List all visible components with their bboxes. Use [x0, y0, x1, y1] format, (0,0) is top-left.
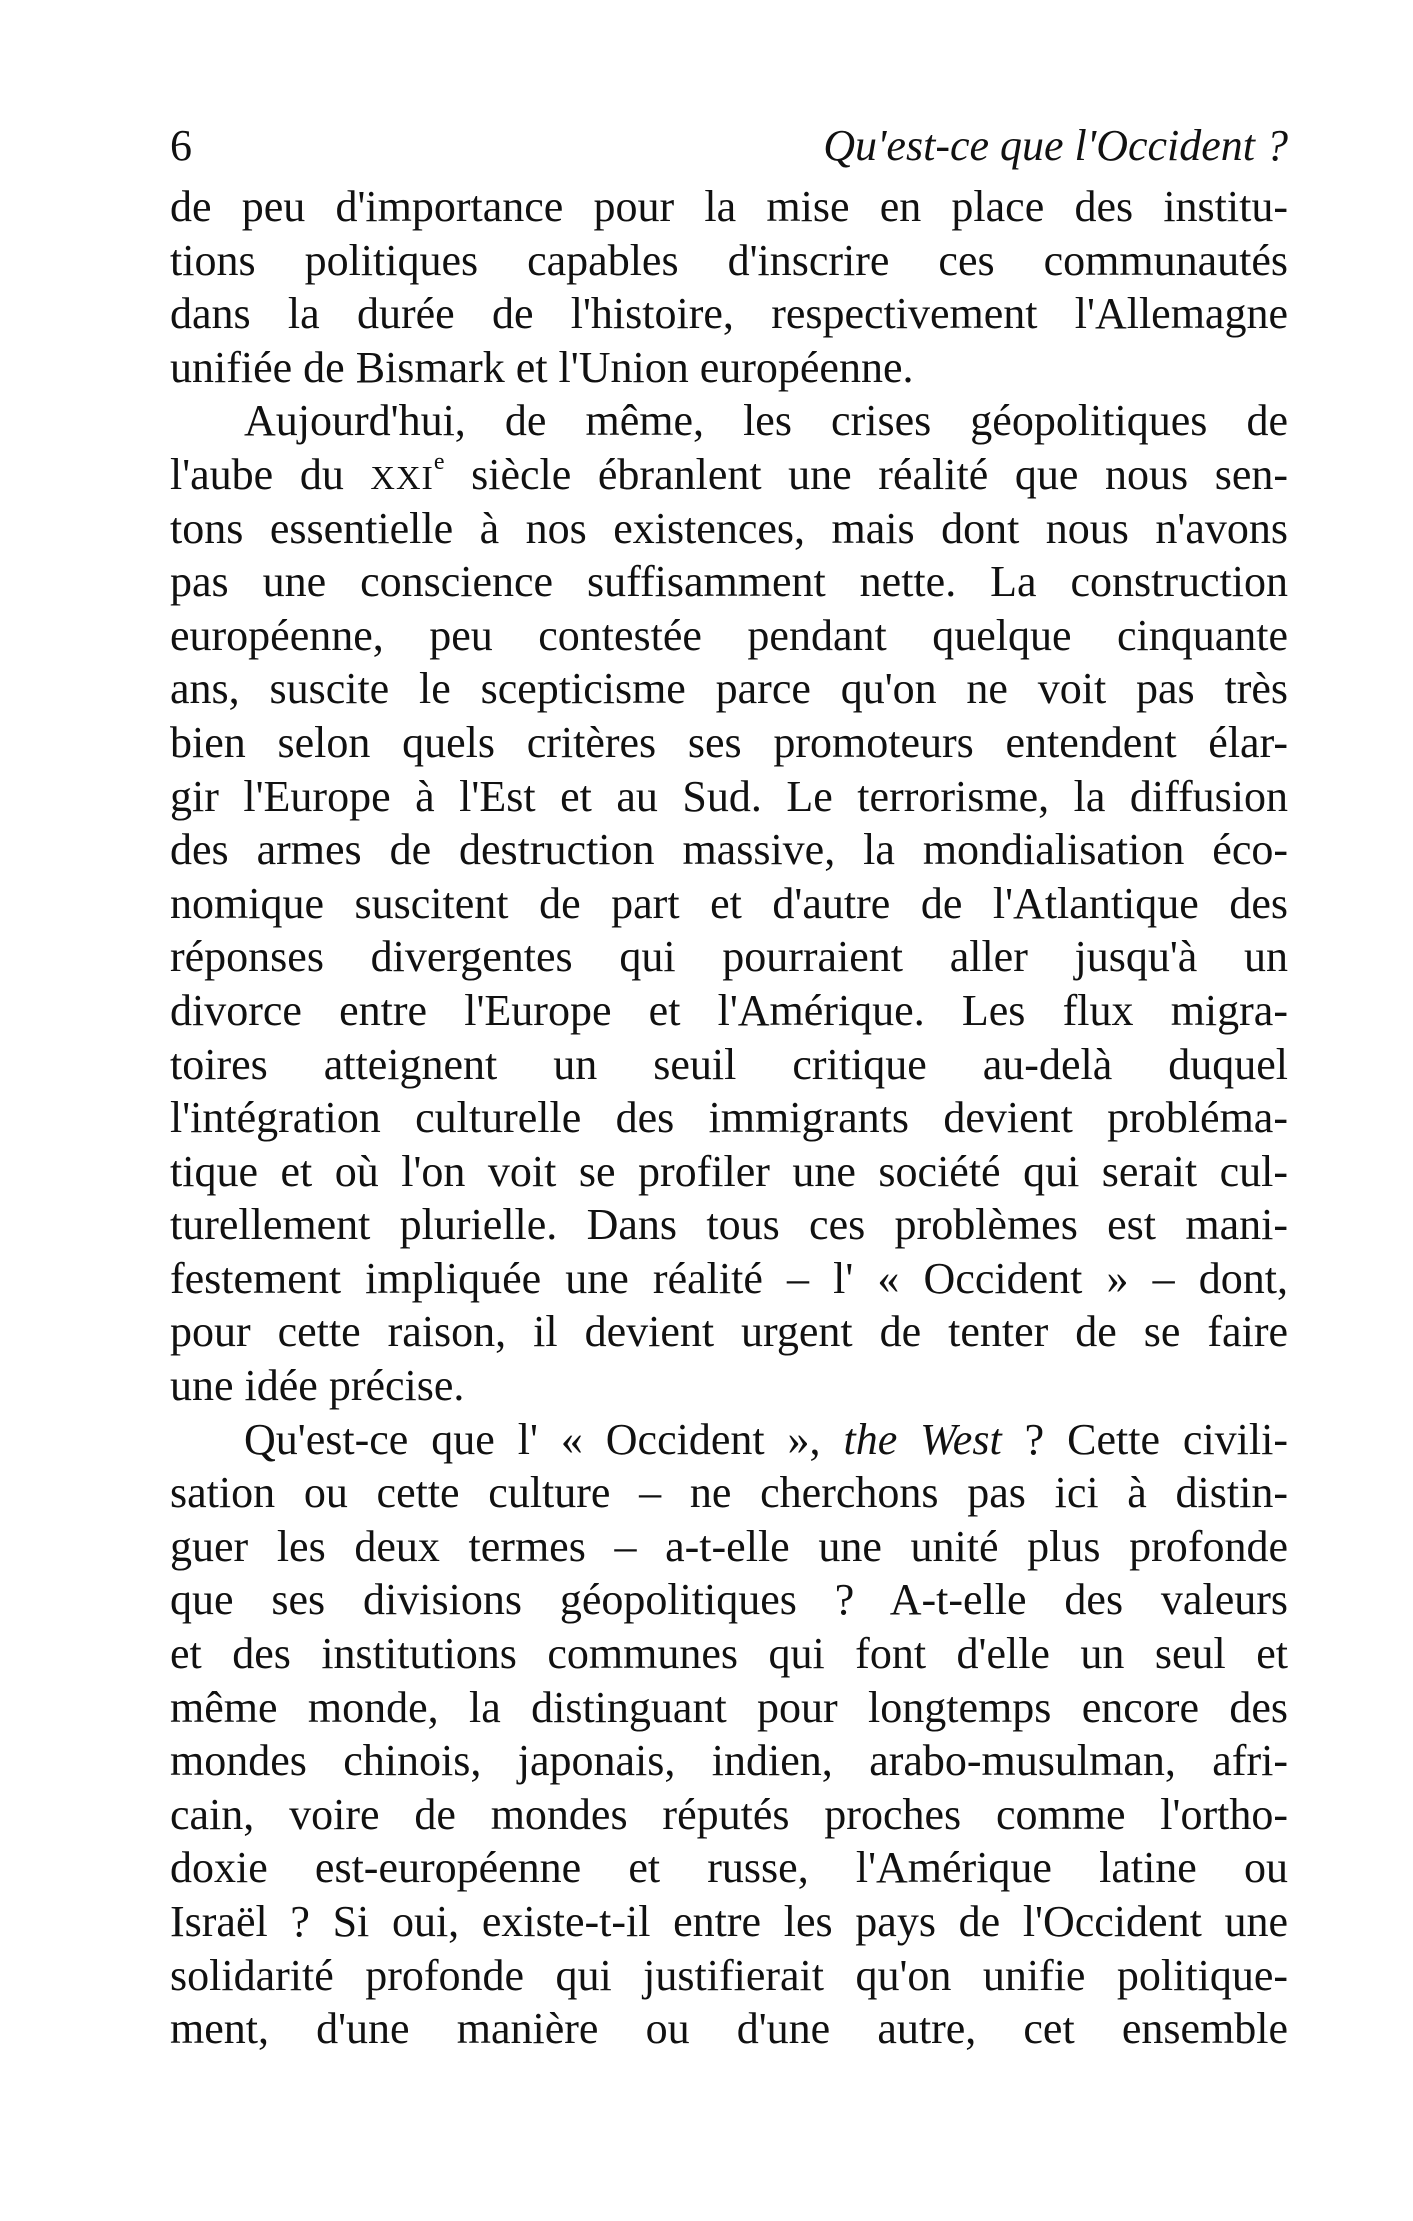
text-segment: l'aube du: [170, 449, 371, 499]
text-line: divorce entre l'Europe et l'Amérique. Les flux migra-: [170, 985, 1288, 1035]
text-line: cain, voire de mondes réputés proches comme l'ortho-: [170, 1789, 1288, 1839]
text-line: européenne, peu contestée pendant quelque cinquante: [170, 610, 1288, 660]
text-line: l'intégration culturelle des immigrants devient probléma-: [170, 1093, 1288, 1143]
text-line: Israël ? Si oui, existe-t-il entre les pays de l'Occident une: [170, 1897, 1288, 1946]
page-number: 6: [170, 121, 192, 170]
text-line: mondes chinois, japonais, indien, arabo-musulman, afri-: [170, 1736, 1288, 1786]
text-line: bien selon quels critères ses promoteurs entendent élar-: [170, 717, 1288, 767]
body-text: [170, 180, 1288, 2056]
text-line: ans, suscite le scepticisme parce qu'on ne voit pas très: [170, 664, 1288, 714]
text-line: et des institutions communes qui font d'elle un seul et: [170, 1629, 1288, 1679]
text-line: doxie est-européenne et russe, l'Amérique latine ou: [170, 1843, 1288, 1893]
text-line: festement impliquée une réalité – l' « Occident » – dont,: [170, 1253, 1288, 1303]
text-segment: Qu'est-ce que l' « Occident »,: [244, 1414, 844, 1464]
text-line: une idée précise.: [170, 1361, 465, 1411]
text-line: gir l'Europe à l'Est et au Sud. Le terrorisme, la diffusion: [170, 771, 1288, 821]
text-line: sation ou cette culture – ne cherchons pas ici à distin-: [170, 1468, 1288, 1518]
text-line: que ses divisions géopolitiques ? A-t-elle des valeurs: [170, 1575, 1288, 1625]
text-line: toires atteignent un seuil critique au-delà duquel: [170, 1039, 1288, 1089]
text-line: de peu d'importance pour la mise en place des institu-: [170, 182, 1288, 231]
running-head: [170, 118, 1288, 180]
text-line: Aujourd'hui, de même, les crises géopolitiques de: [244, 396, 1288, 446]
text-line: nomique suscitent de part et d'autre de l'Atlantique des: [170, 878, 1288, 928]
text-segment: siècle ébranlent une réalité que nous sen-: [444, 449, 1288, 499]
text-line: ment, d'une manière ou d'une autre, cet ensemble: [170, 2004, 1288, 2054]
text-line: pas une conscience suffisamment nette. La construction: [170, 557, 1288, 607]
text-line: dans la durée de l'histoire, respectivement l'Allemagne: [170, 289, 1288, 339]
text-line: turellement plurielle. Dans tous ces problèmes est mani-: [170, 1200, 1288, 1250]
text-line: tons essentielle à nos existences, mais dont nous n'avons: [170, 503, 1288, 553]
text-line: guer les deux termes – a-t-elle une unité plus profonde: [170, 1521, 1288, 1571]
text-line: tions politiques capables d'inscrire ces communautés: [170, 235, 1288, 285]
text-segment: ? Cette civili-: [1001, 1414, 1288, 1464]
text-line: des armes de destruction massive, la mondialisation éco-: [170, 825, 1288, 875]
text-line: pour cette raison, il devient urgent de tenter de se faire: [170, 1307, 1288, 1357]
text-line: tique et où l'on voit se profiler une société qui serait cul-: [170, 1146, 1288, 1196]
italic-phrase: the West: [843, 1414, 1002, 1464]
running-title: Qu'est-ce que l'Occident ?: [823, 121, 1288, 170]
text-line: réponses divergentes qui pourraient aller jusqu'à un: [170, 932, 1288, 982]
text-line: même monde, la distinguant pour longtemps encore des: [170, 1682, 1288, 1732]
book-page: [170, 118, 1288, 2056]
text-line: [170, 448, 1288, 502]
century-superscript: e: [433, 449, 445, 476]
text-line: unifiée de Bismark et l'Union européenne.: [170, 342, 914, 392]
century-numeral: XXI: [370, 459, 434, 497]
text-line: solidarité profonde qui justifierait qu'on unifie politique-: [170, 1950, 1288, 2000]
text-line: [170, 1413, 1288, 1467]
